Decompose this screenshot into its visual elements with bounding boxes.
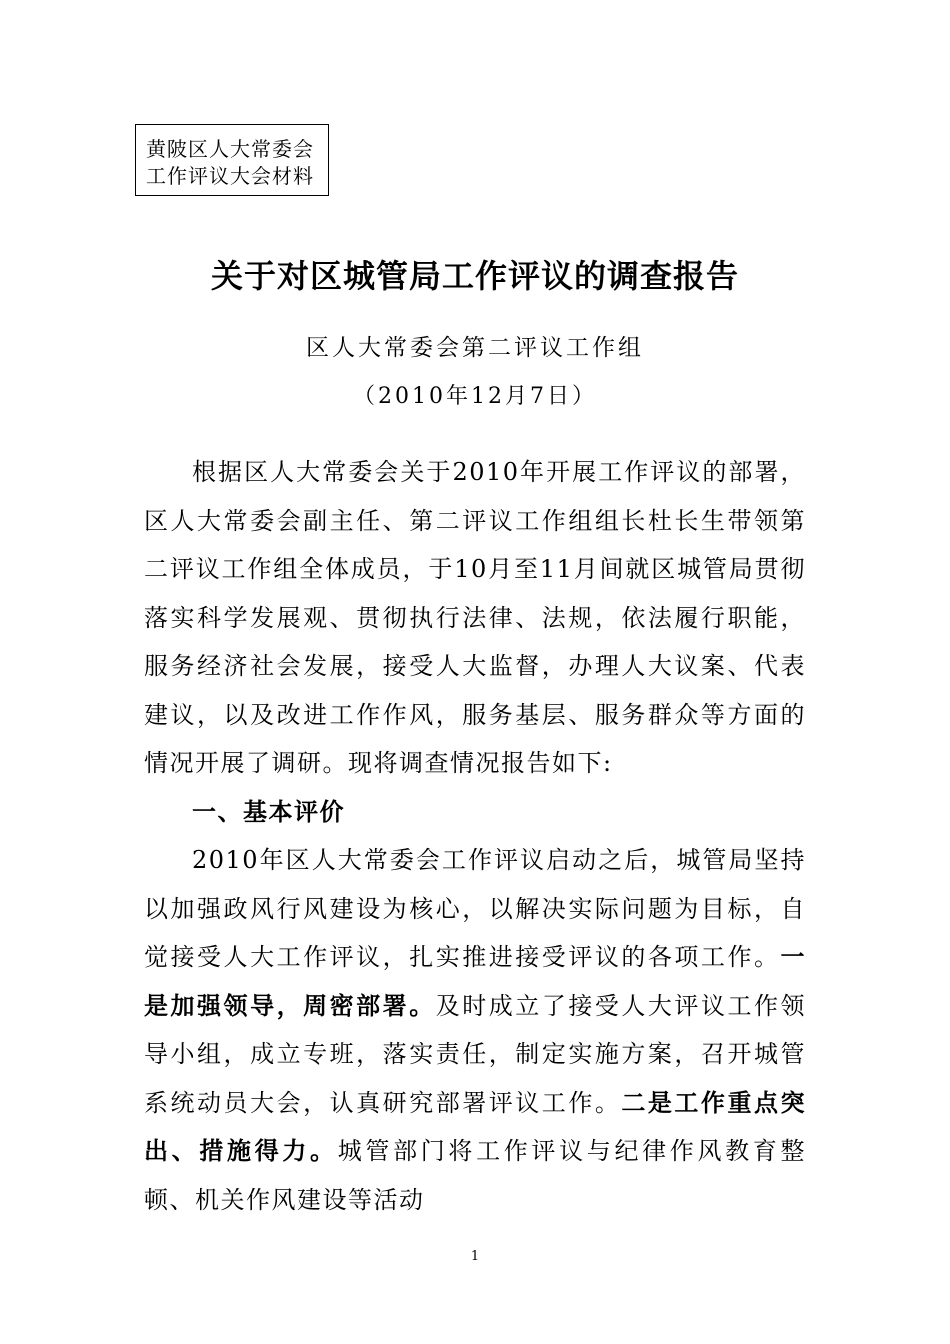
section1-bold-point-1: 一是加强领导，周密部署。 bbox=[144, 943, 806, 1020]
intro-paragraph: 根据区人大常委会关于2010年开展工作评议的部署，区人大常委会副主任、第二评议工作组组长杜长生带领第二评议工作组全体成员，于10月至11月间就区城管局贯彻落实科学发展观、贯彻执行法律、法规，依法履行职能，服务经济社会发展，接受人大监督，办理人大议案、代表建议，以及改进工作作风，服务基层、服务群众等方面的情况开展了调研。现将调查情况报告如下: bbox=[144, 458, 806, 777]
material-label-box bbox=[135, 124, 329, 196]
section-heading-basic-evaluation: 一、基本评价 bbox=[192, 797, 345, 826]
page-number: 1 bbox=[470, 1249, 480, 1264]
document-title: 关于对区城管局工作评议的调查报告 bbox=[210, 257, 739, 295]
section1-paragraph bbox=[144, 836, 806, 1224]
section1-text-part-2: 及时成立了接受人大评议工作领导小组，成立专班，落实责任，制定实施方案，召开城管系统动员大会，认真研究部署评议工作。 bbox=[144, 991, 807, 1117]
section1-text-part-1: 2010年区人大常委会工作评议启动之后，城管局坚持以加强政风行风建设为核心，以解决实际问题为目标，自觉接受人大工作评议，扎实推进接受评议的各项工作。 bbox=[144, 846, 806, 971]
document-date: （2010年12月7日） bbox=[353, 384, 597, 409]
section1-text-part-3: 城管部门将工作评议与纪律作风教育整顿、机关作风建设等活动 bbox=[144, 1137, 807, 1214]
section1-bold-point-2: 二是工作重点突出、措施得力。 bbox=[144, 1088, 806, 1165]
material-label-line-1: 黄陂区人大常委会 bbox=[146, 137, 314, 161]
document-author: 区人大常委会第二评议工作组 bbox=[306, 335, 644, 361]
document-body bbox=[144, 448, 806, 1224]
material-label-line-2: 工作评议大会材料 bbox=[146, 164, 314, 188]
